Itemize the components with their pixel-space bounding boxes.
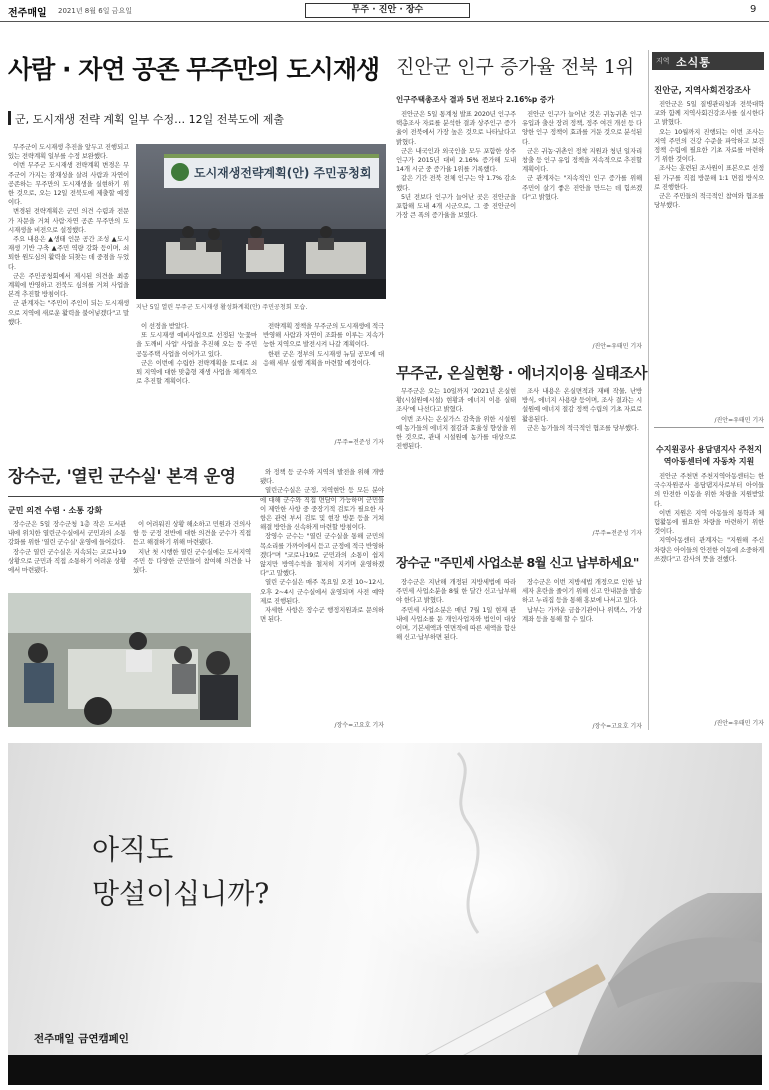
sidebar-banner-small: 지역 [656, 57, 670, 65]
paragraph: 군 관계자는 "지속적인 인구 증가를 위해 주민이 살기 좋은 진안을 만드는 데 힘쓰겠다"고 밝혔다. [522, 174, 642, 201]
paragraph: 군은 주민공청회에서 제시된 의견을 최종 계획에 반영하고 전북도 심의를 거쳐 사업을 본격 추진할 방침이다. [8, 271, 129, 299]
paragraph: 전략계획 정책을 무주군의 도시재생에 적극 반영해 사람과 자연이 조화를 이루는 지속가능한 지역으로 발전시켜 나갈 계획이다. [263, 322, 384, 349]
paragraph: 군은 주민들의 적극적인 참여와 협조를 당부했다. [654, 192, 764, 210]
lead-column-2 [136, 322, 257, 442]
paragraph: 진안군은 5일 질병관리청과 전북대학교와 함께 지역사회건강조사를 실시한다고 밝혔다. [654, 100, 764, 127]
lead-column-3 [263, 322, 384, 442]
paragraph: 진안군 인구가 늘어난 것은 귀농귀촌 인구 유입과 출산 장려 정책, 정주 여건 개선 등 다양한 인구 정책이 효과를 거둔 것으로 분석된다. [522, 110, 642, 146]
paragraph: 장수군은 지난해 개정된 지방세법에 따라 주민세 사업소분을 8월 한 달간 신고·납부해야 한다고 밝혔다. [396, 578, 516, 605]
ad-campaign-name: 전주매일 금연캠페인 [34, 1033, 129, 1045]
sidebar-item-1-byline: /진안=우태민 기자 [714, 417, 764, 424]
sidebar-banner-title: 소식통 [676, 56, 711, 69]
photo-caption: 지난 5일 열린 무주군 도시재생 활성화계획(안) 주민공청회 모습. [136, 304, 308, 311]
paragraph: 주요 내용은 ▲생태 인문 공간 조성 ▲도시재생 기반 구축 ▲주민 역량 강화 등이며, 쇠퇴한 원도심의 활력을 되찾는 데 중점을 두었다. [8, 235, 129, 271]
story4-column-2 [522, 387, 642, 527]
paragraph: 자세한 사항은 장수군 행정지원과로 문의하면 된다. [260, 606, 384, 624]
paragraph: 장수군은 5일 장수군청 1층 작은 도서관 내에 위치한 열린군수실에서 군민과의 소통 강화를 위한 '열린 군수실' 운영에 들어갔다. [8, 520, 126, 547]
lead-subhead: 군, 도시재생 전략 계획 일부 수정… 12일 전북도에 제출 [15, 113, 284, 126]
story3-subhead: 인구주택총조사 결과 5년 전보다 2.16%p 증가 [396, 95, 555, 104]
paragraph: 이 선정을 받았다. [141, 322, 189, 330]
story5-byline: /장수=고요호 기자 [592, 723, 642, 730]
paragraph: 장영수 군수는 "열린 군수실을 통해 군민의 목소리를 가까이에서 듣고 군정에 적극 반영하겠다"며 "코로나19로 군민과의 소통이 쉽지 않지만 방역수칙을 철저히 지키며 운영하겠다"고 말했다. [260, 532, 384, 578]
sidebar-item-1-title: 진안군, 지역사회건강조사 [654, 86, 751, 96]
paragraph: 군은 귀농·귀촌인 정착 지원과 청년 일자리 창출 등 인구 유입 정책을 지속적으로 추진할 계획이다. [522, 146, 642, 174]
paragraph: 이번 지원은 지역 아동들의 통학과 체험활동에 필요한 차량을 마련하기 위한 것이다. [654, 508, 764, 536]
ad-headline-line-1: 아직도 [92, 833, 174, 866]
lead-photo [136, 144, 386, 299]
paragraph: 조사 내용은 온실면적과 재배 작물, 난방 방식, 에너지 사용량 등이며, 조사 결과는 시설원예 에너지 절감 정책 수립의 기초 자료로 활용된다. [522, 387, 642, 423]
paragraph: 또 도시재생 예비사업으로 선정된 '눈꽃마을 도깨비 사업' 사업을 추진해 오는 등 주민 공동주택 사업을 이어가고 있다. [136, 331, 257, 358]
paragraph: 납부는 가까운 금융기관이나 위택스, 가상계좌 등을 통해 할 수 있다. [522, 605, 642, 623]
story5-column-2 [522, 578, 642, 730]
story2-photo [8, 593, 251, 727]
paragraph: 군은 내국인과 외국인을 모두 포함한 상주인구가 2015년 대비 2.16% 증가해 도내 14개 시군 중 증가율 1위를 기록했다. [396, 146, 516, 174]
photo-banner-text: 도시재생전략계획(안) 주민공청회 [194, 166, 372, 180]
paragraph: 무주군은 오는 10일까지 '2021년 온실현황(시설원예시설) 현황과 에너지 이용 실태조사'에 나선다고 밝혔다. [396, 387, 516, 414]
paragraph: 주민세 사업소분은 매년 7월 1일 현재 관내에 사업소를 둔 개인사업자와 법인이 대상이며, 기본세액과 연면적에 따른 세액을 합산해 신고·납부하면 된다. [396, 605, 516, 642]
lead-byline: /무주=전준성 기자 [334, 439, 384, 446]
paragraph: 이번 조사는 온실가스 감축을 위한 시설원예 농가들의 에너지 절감과 효율성 향상을 위한 것으로, 관내 시설원예 농가를 대상으로 진행된다. [396, 414, 516, 451]
story4-column-1 [396, 387, 516, 527]
issue-date: 2021년 8월 6일 금요일 [58, 7, 132, 15]
paragraph: 5년 전보다 인구가 늘어난 곳은 진안군을 포함해 도내 4개 시군으로, 그 중 진안군이 가장 큰 폭의 증가율을 보였다. [396, 192, 516, 220]
story4-headline: 무주군, 온실현황 · 에너지이용 실태조사 [396, 364, 647, 382]
paragraph: 군 관계자는 "주민이 주인이 되는 도시재생으로 지역에 새로운 활력을 불어넣겠다"고 말했다. [8, 299, 129, 326]
story2-column-3 [260, 468, 384, 726]
paragraph: 열린 군수실은 매주 목요일 오전 10~12시, 오후 2~4시 군수실에서 운영되며 사전 예약제로 진행된다. [260, 578, 384, 605]
paragraph: 진안군은 5일 통계청 발표 2020년 인구주택총조사 자료를 분석한 결과 상주인구 증가율이 전북에서 가장 높은 것으로 나타났다고 밝혔다. [396, 110, 516, 146]
story4-byline: /무주=전준성 기자 [592, 530, 642, 537]
subhead-marker [8, 111, 11, 125]
paragraph: 진안군 주천면 주천지역아동센터는 한국수자원공사 용담댐지사로부터 아이들의 안전한 이동을 위한 차량을 지원받았다. [654, 472, 764, 508]
paragraph: 군은 이번에 수립한 전략계획을 토대로 쇠퇴 지역에 대한 맞춤형 재생 사업을 체계적으로 추진할 계획이다. [136, 358, 257, 386]
paragraph: 장수군 열린 군수실은 지속되는 코로나19 상황으로 군민과 직접 소통하기 어려운 상황에서 마련됐다. [8, 547, 126, 575]
sidebar-item-2-title: 수지원공사 용담댐지사 주천지역아동센터에 자동차 지원 [655, 445, 763, 466]
paragraph: 이 어려워진 상황 해소하고 민원과 건의사항 등 군정 전반에 대한 의견을 군수가 직접 듣고 해결하기 위해 마련됐다. [133, 520, 251, 547]
lead-headline: 사람 · 자연 공존 무주만의 도시재생 [8, 55, 380, 84]
story2-byline: /장수=고요호 기자 [334, 722, 384, 729]
paragraph: 지역아동센터 관계자는 "지원해 주신 차량은 아이들의 안전한 이동에 소중하게 쓰겠다"고 감사의 뜻을 전했다. [654, 536, 764, 563]
sidebar-item-2-byline: /진안=우태민 기자 [714, 720, 764, 727]
sidebar-banner [652, 52, 764, 70]
ad-footer-bar [8, 1055, 762, 1085]
meeting-photo [8, 593, 251, 727]
story2-headline: 장수군, '열린 군수실' 본격 운영 [8, 467, 236, 487]
paragraph: 같은 기간 전북 전체 인구는 약 1.7% 감소했다. [396, 174, 516, 192]
story3-column-2 [522, 110, 642, 340]
page-number: 9 [750, 4, 757, 15]
story5-headline: 장수군 "주민세 사업소분 8월 신고 납부하세요" [396, 555, 639, 570]
story3-byline: /진안=우태민 기자 [592, 343, 642, 350]
masthead: 전주매일 [8, 8, 47, 19]
paragraph: 장수군은 이번 지방세법 개정으로 인한 납세자 혼란을 줄이기 위해 신고 안내문을 발송하고 누리집 등을 통해 홍보에 나서고 있다. [522, 578, 642, 605]
sidebar-divider-line [648, 50, 649, 730]
paragraph: 와 정책 등 군수와 지역의 발전을 위해 개방됐다. [260, 468, 384, 486]
paragraph: 열린군수실은 군정, 지역현안 등 모든 분야에 대해 군수와 직접 면담이 가능하며 군민들이 제안한 사항 중 중장기적 검토가 필요한 사항은 관련 부서 검토 및 현장 방문 등을 거쳐 해결 방안을 신속하게 마련할 방침이다. [260, 486, 384, 532]
story2-column-2 [133, 520, 251, 590]
paragraph: 한편 군은 정부의 도시재생 뉴딜 공모에 대응해 세부 실행 계획을 마련할 예정이다. [263, 349, 384, 367]
paragraph: 무주군이 도시재생 추진을 앞두고 진행되고 있는 전략계획 일부를 수정 보완했다. [8, 143, 129, 161]
story2-subhead: 군민 의견 수렴 · 소통 강화 [8, 506, 103, 515]
hearing-photo [136, 144, 386, 299]
sidebar-divider [654, 427, 764, 428]
story2-column-1 [8, 520, 126, 590]
sidebar-item-2-text [654, 472, 764, 722]
story5-column-1 [396, 578, 516, 730]
ad-headline-line-2: 망설이십니까? [92, 877, 270, 910]
story3-headline: 진안군 인구 증가율 전북 1위 [396, 56, 635, 78]
paragraph: 이번 무주군 도시재생 전략계획 변경은 무주군이 가지는 잠재성을 살려 사람과 자연이 공존하는 무주만의 도시재생을 실현하기 위한 것으로, 오는 12일 전북도에 제출할 예정이다. [8, 161, 129, 207]
paragraph: 오는 10월까지 진행되는 이번 조사는 지역 주민의 건강 수준을 파악하고 보건 정책 수립에 필요한 기초 자료를 마련하기 위한 것이다. [654, 127, 764, 164]
section-banner: 무주 · 진안 · 장수 [305, 3, 470, 18]
story3-column-1 [396, 110, 516, 340]
paragraph: 지난 첫 시행한 열린 군수실에는 도서지역 주민 등 다양한 군민들이 참여해 의견을 나눴다. [133, 547, 251, 575]
sidebar-item-1-text [654, 100, 764, 405]
paragraph: 군은 농가들의 적극적인 협조를 당부했다. [527, 423, 639, 432]
paragraph: 조사는 훈련된 조사원이 표본으로 선정된 가구를 직접 방문해 1:1 면접 방식으로 진행한다. [654, 164, 764, 191]
paragraph: 변경된 전략계획은 군민 의견 수렴과 전문가 자문을 거쳐 사람·자연 공존 무주만의 도시재생을 비전으로 설정했다. [8, 207, 129, 234]
svg-text:도시재생전략계획(안) 주민공청회 [194, 165, 371, 180]
